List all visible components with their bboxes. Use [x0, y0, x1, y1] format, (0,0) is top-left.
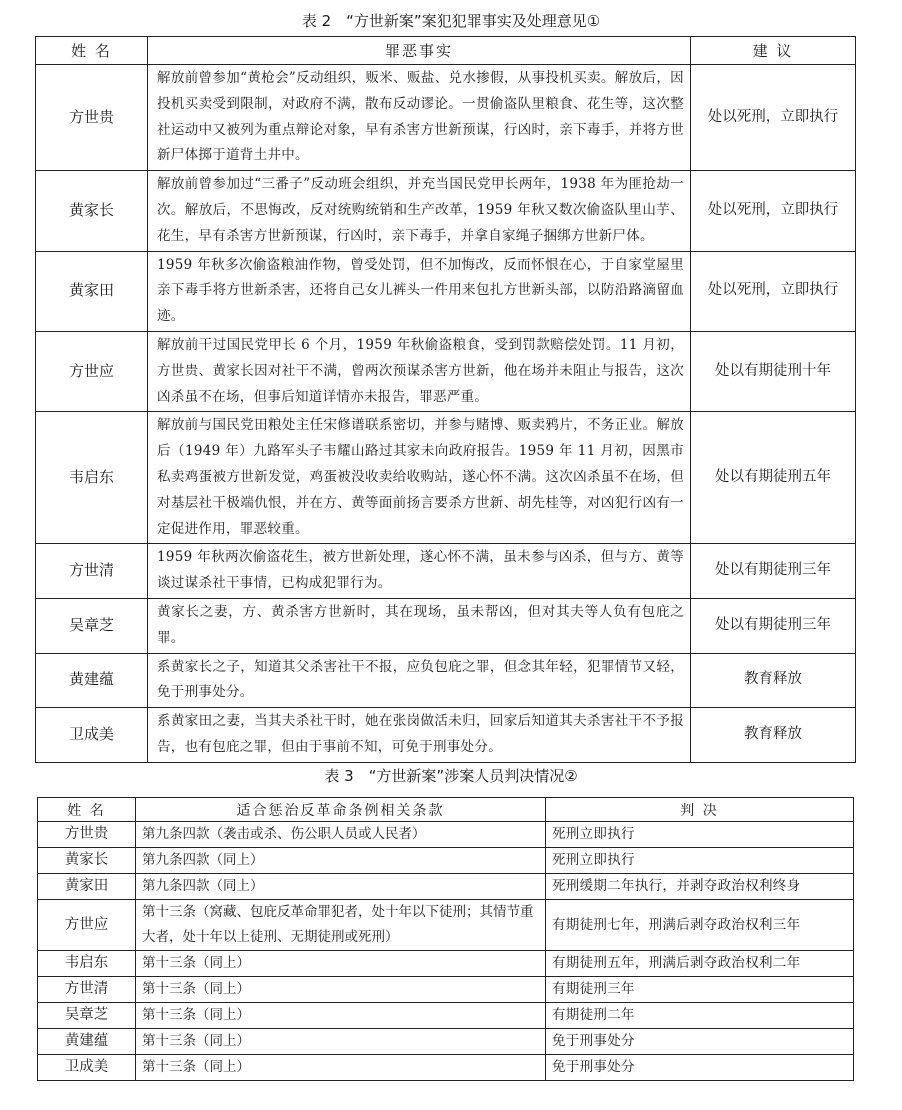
verdict: 有期徒刑七年，刑满后剥夺政治权利三年 [546, 900, 854, 951]
table-row [38, 1029, 854, 1055]
table-row [36, 65, 856, 171]
defendant-name: 黄建蕴 [38, 1029, 136, 1055]
defendant-name: 黄家田 [36, 251, 148, 331]
law-clause: 第十三条（同上） [136, 1029, 546, 1055]
defendant-name: 黄建蕴 [36, 653, 148, 708]
header-verdict: 判 决 [546, 798, 854, 822]
crime-facts-table [35, 36, 856, 763]
law-clause: 第十三条（同上） [136, 977, 546, 1003]
defendant-name: 吴章芝 [38, 1003, 136, 1029]
sentence-advice: 处以有期徒刑五年 [691, 412, 856, 544]
table-row [36, 598, 856, 653]
defendant-name: 黄家田 [38, 874, 136, 900]
sentence-advice: 教育释放 [691, 653, 856, 708]
verdict: 有期徒刑二年 [546, 1003, 854, 1029]
sentence-advice: 教育释放 [691, 708, 856, 763]
header-law: 适合惩治反革命条例相关条款 [136, 798, 546, 822]
defendant-name: 方世贵 [38, 822, 136, 848]
sentence-advice: 处以有期徒刑三年 [691, 598, 856, 653]
crime-facts: 解放前曾参加过“三番子”反动班会组织，并充当国民党甲长两年，1938 年为匪抢劫一次。解放后，不思悔改，反对统购统销和生产改革，1959 年秋又数次偷盗队里山芋、花生，早有杀害方世新预谋，行凶时，亲下毒手，并拿自家绳子捆绑方世新尸体。 [148, 171, 691, 251]
table-row [36, 708, 856, 763]
crime-facts: 解放前干过国民党甲长 6 个月，1959 年秋偷盗粮食，受到罚款赔偿处罚。11 月初，方世贵、黄家长因对社干不满，曾两次预谋杀害方世新，他在场并未阻止与报告，这次凶杀虽不在场，但事后知道详情亦未报告，罪恶严重。 [148, 331, 691, 411]
crime-facts: 解放前与国民党田粮处主任宋修谱联系密切，并参与赌博、贩卖鸦片，不务正业。解放后（1949 年）九路军头子韦耀山路过其家未向政府报告。1959 年 11 月初，因黑市私卖鸡蛋被方世新发觉，鸡蛋被没收卖给收购站，遂心怀不满。这次凶杀虽不在场，但对基层社干极端仇恨，并在方、黄等面前扬言要杀方世新、胡先桂等，对凶犯行凶有一定促进作用，罪恶较重。 [148, 412, 691, 544]
table-row [36, 412, 856, 544]
table-row [36, 653, 856, 708]
table-row [36, 251, 856, 331]
law-clause: 第十三条（同上） [136, 1055, 546, 1081]
header-name: 姓 名 [36, 37, 148, 65]
verdict: 有期徒刑三年 [546, 977, 854, 1003]
table-header-row [38, 798, 854, 822]
verdict: 死刑立即执行 [546, 848, 854, 874]
defendant-name: 方世清 [36, 544, 148, 599]
verdict: 有期徒刑五年，刑满后剥夺政治权利二年 [546, 951, 854, 977]
defendant-name: 卫成美 [36, 708, 148, 763]
crime-facts: 解放前曾参加“黄枪会”反动组织，贩米、贩盐、兑水掺假，从事投机买卖。解放后，因投机买卖受到限制，对政府不满，散布反动谬论。一贯偷盗队里粮食、花生等，这次整社运动中又被列为重点辩论对象，早有杀害方世新预谋，行凶时，亲下毒手，并将方世新尸体掷于道背土井中。 [148, 65, 691, 171]
law-clause: 第十三条（同上） [136, 1003, 546, 1029]
table-row [38, 951, 854, 977]
table-header-row [36, 37, 856, 65]
law-clause: 第九条四款（袭击或杀、伤公职人员或人民者） [136, 822, 546, 848]
table-row [36, 544, 856, 599]
table-row [38, 1003, 854, 1029]
defendant-name: 方世应 [38, 900, 136, 951]
table-row [38, 977, 854, 1003]
verdict-table [37, 797, 854, 1081]
header-advice: 建 议 [691, 37, 856, 65]
table-row [36, 171, 856, 251]
defendant-name: 方世应 [36, 331, 148, 411]
law-clause: 第十三条（同上） [136, 951, 546, 977]
verdict: 死刑缓期二年执行，并剥夺政治权利终身 [546, 874, 854, 900]
sentence-advice: 处以有期徒刑三年 [691, 544, 856, 599]
table-row [38, 1055, 854, 1081]
table-row [36, 331, 856, 411]
crime-facts: 1959 年秋两次偷盗花生，被方世新处理，遂心怀不满，虽未参与凶杀，但与方、黄等谈过谋杀社干事情，已构成犯罪行为。 [148, 544, 691, 599]
verdict: 免于刑事处分 [546, 1029, 854, 1055]
law-clause: 第九条四款（同上） [136, 848, 546, 874]
defendant-name: 卫成美 [38, 1055, 136, 1081]
table-row [38, 822, 854, 848]
sentence-advice: 处以死刑，立即执行 [691, 65, 856, 171]
crime-facts: 系黄家长之子，知道其父杀害社干不报，应负包庇之罪，但念其年轻，犯罪情节又轻，免于刑事处分。 [148, 653, 691, 708]
defendant-name: 吴章芝 [36, 598, 148, 653]
law-clause: 第十三条（窝藏、包庇反革命罪犯者，处十年以下徒刑；其情节重大者，处十年以上徒刑、无期徒刑或死刑） [136, 900, 546, 951]
sentence-advice: 处以死刑，立即执行 [691, 251, 856, 331]
law-clause: 第九条四款（同上） [136, 874, 546, 900]
defendant-name: 韦启东 [36, 412, 148, 544]
crime-facts: 黄家长之妻，方、黄杀害方世新时，其在现场，虽未帮凶，但对其夫等人负有包庇之罪。 [148, 598, 691, 653]
crime-facts: 系黄家田之妻，当其夫杀社干时，她在张岗做活未归，回家后知道其夫杀害社干不予报告，也有包庇之罪，但由于事前不知，可免于刑事处分。 [148, 708, 691, 763]
defendant-name: 方世贵 [36, 65, 148, 171]
table-row [38, 848, 854, 874]
verdict: 死刑立即执行 [546, 822, 854, 848]
defendant-name: 方世清 [38, 977, 136, 1003]
sentence-advice: 处以死刑，立即执行 [691, 171, 856, 251]
defendant-name: 韦启东 [38, 951, 136, 977]
table2-caption: 表 2 “方世新案”案犯犯罪事实及处理意见① [301, 12, 601, 30]
table-row [38, 874, 854, 900]
defendant-name: 黄家长 [38, 848, 136, 874]
defendant-name: 黄家长 [36, 171, 148, 251]
table3-caption: 表 3 “方世新案”涉案人员判决情况② [324, 767, 578, 785]
verdict: 免于刑事处分 [546, 1055, 854, 1081]
sentence-advice: 处以有期徒刑十年 [691, 331, 856, 411]
header-facts: 罪恶事实 [148, 37, 691, 65]
header-name: 姓 名 [38, 798, 136, 822]
table-row [38, 900, 854, 951]
crime-facts: 1959 年秋多次偷盗粮油作物，曾受处罚，但不加悔改，反而怀恨在心，于自家堂屋里亲下毒手将方世新杀害，还将自己女儿裤头一件用来包扎方世新头部，以防沿路滴留血迹。 [148, 251, 691, 331]
